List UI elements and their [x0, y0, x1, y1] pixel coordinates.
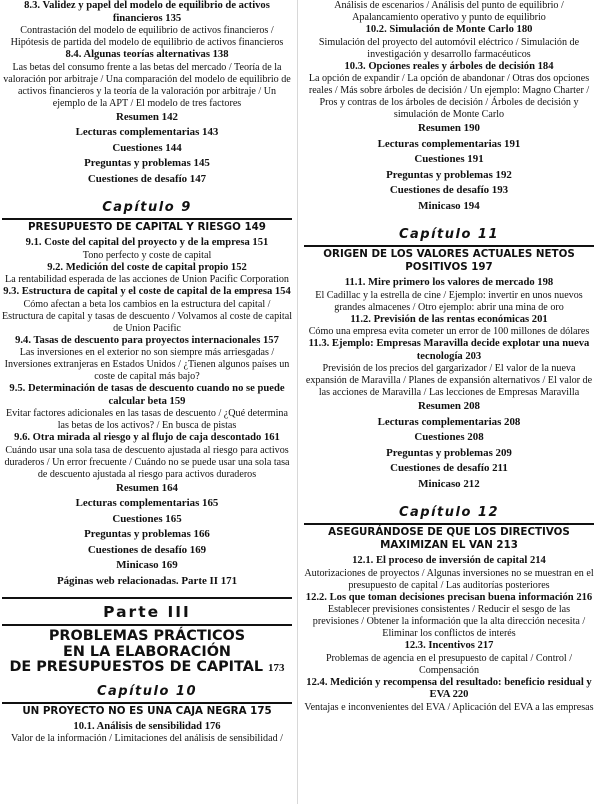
toc-subtopics: Simulación del proyecto del automóvil eléctrico / Simulación de investigación y desarrollo farmacéuticos	[318, 36, 580, 60]
toc-subtopics: Las inversiones en el exterior no son siempre más arriesgadas / Inversiones extranjeras en Estados Unidos / ¿Tienen algunos países un coste de capital más bajo?	[4, 347, 290, 382]
part-title-line: EN LA ELABORACIÓN	[63, 643, 231, 660]
toc-section-entry: 9.4. Tasas de descuento para proyectos internacionales 157	[15, 334, 279, 346]
toc-section-entry: 12.1. El proceso de inversión de capital 214	[352, 555, 546, 566]
chapter-rule	[304, 523, 594, 525]
spacer	[2, 589, 292, 597]
toc-end-matter-entry: Páginas web relacionadas. Parte II 171	[56, 574, 238, 587]
toc-end-matter-entry: Resumen 208	[417, 400, 480, 412]
toc-subtopics: La rentabilidad esperada de las acciones de Union Pacific Corporation	[5, 274, 289, 285]
chapter-title: PRESUPUESTO DE CAPITAL Y RIESGO 149	[28, 221, 266, 233]
toc-section-entry: 9.2. Medición del coste de capital propio 152	[47, 261, 247, 273]
toc-section-entry: 9.3. Estructura de capital y el coste de capital de la empresa 154	[3, 286, 291, 297]
toc-section-entry: 8.4. Algunas teorías alternativas 138	[65, 49, 229, 60]
toc-subtopics: Valor de la información / Limitaciones del análisis de sensibilidad /	[11, 733, 283, 744]
toc-end-matter-entry: Lecturas complementarias 208	[377, 415, 521, 428]
toc-section-entry: 9.1. Coste del capital del proyecto y de la empresa 151	[25, 237, 269, 248]
chapter-heading: Capítulo 9	[102, 200, 192, 215]
part-title-line: DE PRESUPUESTOS DE CAPITAL	[9, 659, 264, 675]
toc-subtopics: Cuándo usar una sola tasa de descuento ajustada al riesgo para activos duraderos / Un error frecuente / Cuándo no se puede usar una sola tasa de descuento ajustada al riesgo para activos duraderos	[4, 444, 290, 480]
toc-end-matter-entry: Cuestiones de desafío 169	[87, 543, 207, 556]
toc-subtopics: Establecer previsiones consistentes / Reducir el sesgo de las previsiones / Obtener la información que la alta dirección necesita / Eliminar los conflictos de interés	[312, 604, 586, 639]
toc-end-matter-entry: Cuestiones de desafío 211	[390, 462, 508, 474]
toc-subtopics: Análisis de escenarios / Análisis del punto de equilibrio / Apalancamiento operativo y punto de equilibrio	[334, 0, 564, 23]
part-rule	[2, 624, 292, 626]
toc-subtopics: Ventajas e inconvenientes del EVA / Aplicación del EVA a las empresas	[304, 701, 594, 713]
toc-end-matter-entry: Lecturas complementarias 191	[377, 137, 521, 150]
chapter-heading: Capítulo 11	[398, 227, 500, 242]
toc-end-matter-entry: Cuestiones 208	[414, 431, 484, 443]
toc-end-matter-entry: Resumen 164	[115, 481, 178, 494]
toc-subtopics: Tono perfecto y coste de capital	[82, 249, 212, 261]
chapter-rule	[2, 702, 292, 704]
toc-end-matter-entry: Lecturas complementarias 143	[75, 126, 219, 138]
toc-section-entry: 9.6. Otra mirada al riesgo y al flujo de caja descontado 161	[14, 432, 280, 443]
toc-end-matter-entry: Minicaso 169	[116, 559, 178, 571]
toc-section-entry: 10.2. Simulación de Monte Carlo 180	[365, 24, 533, 35]
toc-end-matter-entry: Preguntas y problemas 166	[84, 528, 210, 540]
spacer	[304, 492, 594, 500]
part-title	[2, 629, 292, 677]
toc-right-column	[304, 0, 594, 714]
toc-section-entry: 10.1. Análisis de sensibilidad 176	[73, 720, 221, 732]
toc-subtopics: Cómo afectan a beta los cambios en la estructura del capital / Estructura de capital y tasas de descuento / Volvamos al coste de capital de Union Pacific	[2, 298, 293, 334]
toc-subtopics: Contrastación del modelo de equilibrio de activos financieros / Hipótesis de partida del modelo de equilibrio de activos financieros	[10, 25, 284, 48]
toc-section-entry: 10.3. Opciones reales y árboles de decisión 184	[344, 60, 554, 72]
toc-subtopics: La opción de expandir / La opción de abandonar / Otras dos opciones reales / Más sobre árboles de decisión / Un ejemplo: Magno Charter / Pros y contras de los árboles de decisión / Árboles de decisión y simulación de Monte Carlo	[308, 73, 590, 120]
toc-end-matter-entry: Cuestiones de desafío 193	[389, 184, 509, 196]
toc-end-matter-entry: Cuestiones 144	[112, 141, 182, 154]
toc-subtopics: Las betas del consumo frente a las betas del mercado / Teoría de la valoración por arbitraje / Una comparación del modelo de equilibrio de activos financieros y la teoría de la valoración por arbitraje / Un ejemplo de la APT / El modelo de tres factores	[3, 61, 291, 109]
toc-end-matter-entry: Cuestiones de desafío 147	[87, 172, 207, 185]
toc-end-matter-entry: Preguntas y problemas 209	[386, 446, 512, 459]
toc-subtopics: Autorizaciones de proyectos / Algunas inversiones no se muestran en el presupuesto de capital / Las auditorías posteriores	[304, 567, 594, 591]
toc-end-matter-entry: Resumen 142	[115, 110, 178, 123]
chapter-rule	[304, 245, 594, 247]
toc-section-entry: 8.3. Validez y papel del modelo de equilibrio de activos financieros 135	[24, 0, 270, 24]
toc-section-entry: 11.3. Ejemplo: Empresas Maravilla decide explotar una nueva tecnología 203	[308, 338, 590, 362]
toc-section-entry: 11.2. Previsión de las rentas económicas 201	[350, 313, 548, 325]
part-rule	[2, 597, 292, 599]
toc-subtopics: Cómo una empresa evita cometer un error de 100 millones de dólares	[308, 326, 590, 337]
toc-end-matter-entry: Preguntas y problemas 145	[84, 157, 210, 169]
chapter-title: ORIGEN DE LOS VALORES ACTUALES NETOS POSITIVOS 197	[323, 248, 575, 273]
toc-end-matter-entry: Minicaso 212	[418, 477, 480, 490]
chapter-title: ASEGURÁNDOSE DE QUE LOS DIRECTIVOS MAXIMIZAN EL VAN 213	[328, 526, 570, 551]
part-heading: Parte III	[103, 603, 191, 621]
toc-end-matter-entry: Cuestiones 165	[112, 512, 182, 525]
toc-section-entry: 11.1. Mire primero los valores de mercado 198	[344, 277, 554, 288]
toc-left-column	[2, 0, 292, 745]
chapter-heading: Capítulo 12	[398, 505, 500, 520]
chapter-rule	[2, 218, 292, 220]
toc-subtopics: Previsión de los precios del gargarizador / El valor de la nueva expansión de Maravilla / Planes de expansión alternativos / El valor de las acciones de Maravilla / Las lecciones de Empresas Maravilla	[305, 363, 593, 398]
toc-end-matter-entry: Lecturas complementarias 165	[75, 497, 219, 509]
toc-section-entry: 9.5. Determinación de tasas de descuento cuando no se puede calcular beta 159	[9, 383, 285, 407]
column-divider	[297, 0, 298, 804]
part-title-page: 173	[268, 662, 285, 674]
toc-end-matter-entry: Minicaso 194	[418, 199, 480, 212]
toc-end-matter-entry: Preguntas y problemas 192	[386, 168, 512, 181]
spacer	[2, 187, 292, 195]
toc-section-entry: 12.2. Los que toman decisiones precisan buena información 216	[305, 591, 593, 603]
toc-end-matter-entry: Resumen 190	[417, 122, 480, 134]
toc-end-matter-entry: Cuestiones 191	[414, 153, 484, 165]
toc-subtopics: Evitar factores adicionales en las tasas de descuento / ¿Qué determina las betas de los activos? / En busca de pistas	[6, 408, 288, 431]
spacer	[304, 214, 594, 222]
part-title-line: PROBLEMAS PRÁCTICOS	[48, 628, 246, 644]
toc-subtopics: El Cadillac y la estrella de cine / Ejemplo: invertir en unos nuevos grandes almacenes / Otro ejemplo: abrir una mina de oro	[315, 289, 583, 313]
toc-section-entry: 12.3. Incentivos 217	[404, 640, 494, 651]
toc-section-entry: 12.4. Medición y recompensa del resultado: beneficio residual y EVA 220	[306, 676, 592, 700]
chapter-heading: Capítulo 10	[96, 683, 198, 699]
chapter-title: UN PROYECTO NO ES UNA CAJA NEGRA 175	[22, 704, 272, 717]
toc-subtopics: Problemas de agencia en el presupuesto de capital / Control / Compensación	[325, 652, 573, 676]
